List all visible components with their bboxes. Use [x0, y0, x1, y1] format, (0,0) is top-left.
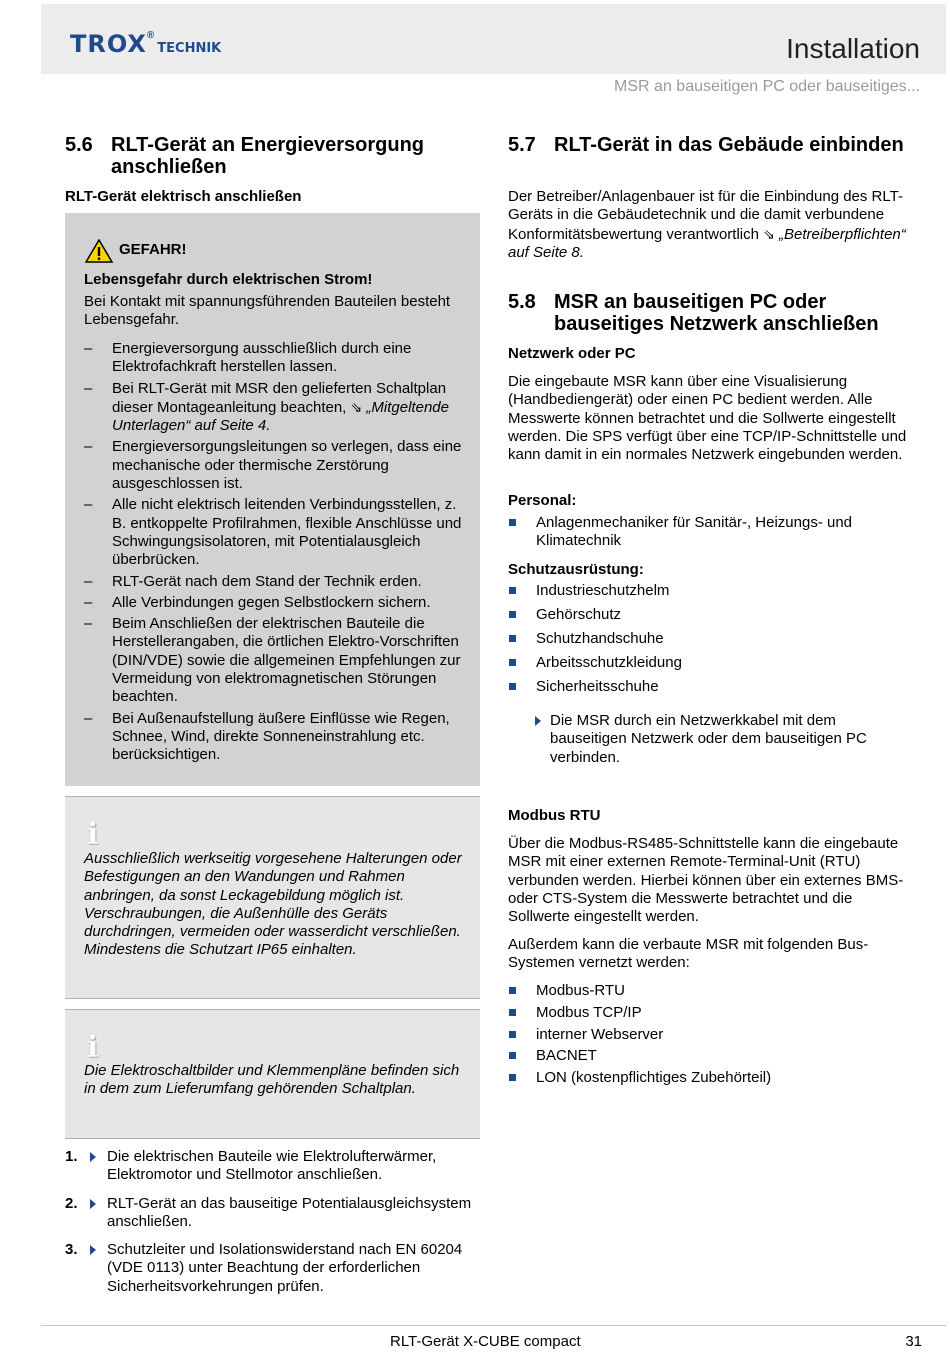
section-heading-5-6: 5.6 RLT-Gerät an Energieversorgung anschließen — [65, 134, 425, 178]
list-item: – Beim Anschließen der elektrischen Bauteile die Herstellerangaben, die örtlichen Elektro-Vorschriften (DIN/VDE) sowie die allgemeinen Empfehlungen zur Vermeidung von elektromagnetischen Störungen beachten. — [84, 615, 461, 706]
paragraph-network: Die eingebaute MSR kann über eine Visualisierung (Handbediengerät) oder einen PC bedient werden. Alle Messwerte können betrachtet und die Sollwerte eingestellt werden. Die SPS verfügt über eine TCP/IP-Schnittstelle und kann damit in ein normales Netzwerk eingebunden werden. — [508, 373, 907, 464]
step-item: 1. Die elektrischen Bauteile wie Elektrolufterwärmer, Elektromotor und Stellmotor anschließen. — [65, 1148, 437, 1184]
paragraph-bus-systems: Außerdem kann die verbaute MSR mit folgenden Bus-Systemen vernetzt werden: — [508, 936, 869, 972]
list-item: – Bei Außenaufstellung äußere Einflüsse wie Regen, Schnee, Wind, direkte Sonneneinstrahlung etc. berücksichtigen. — [84, 709, 450, 764]
danger-list — [84, 340, 469, 768]
square-bullet-icon — [509, 635, 516, 642]
paragraph-modbus: Über die Modbus-RS485-Schnittstelle kann die eingebaute MSR mit einer externen Remote-Terminal-Unit (RTU) verbunden werden. Hierbei können über ein externes BMS- oder CTS-System die Messwerte betrachtet und die Sollwerte eingestellt werden. — [508, 835, 904, 926]
protective-equipment-label: Schutzausrüstung: — [508, 561, 644, 578]
reference-link[interactable]: „Mitgeltende Unterlagen“ auf Seite 4. — [112, 398, 449, 435]
step-item: 3. Schutzleiter und Isolationswiderstand nach EN 60204 (VDE 0113) unter Beachtung der erforderlichen Sicherheitsvorkehrungen prüfen. — [65, 1241, 463, 1295]
note-text: Ausschließlich werkseitig vorgesehene Halterungen oder Befestigungen an den Wandungen und Rahmen anbringen, da sonst Leckagebildung möglich ist. Verschraubungen, die Außenhülle des Geräts durchdringen, vermeiden oder wasserdicht verschließen. Mindestens die Schutzart IP65 einhalten. — [84, 850, 462, 959]
list-item: Gehörschutz — [508, 606, 913, 624]
info-icon: i — [87, 1030, 99, 1065]
list-item: – Bei RLT-Gerät mit MSR den gelieferten Schaltplan dieser Montageanleitung beachten, ⇘ „Mitgeltende Unterlagen“ auf Seite 4. — [84, 379, 449, 435]
list-item: Modbus TCP/IP — [508, 1004, 913, 1022]
list-item: Industrieschutzhelm — [508, 582, 913, 600]
list-item: Anlagenmechaniker für Sanitär-, Heizungs- und Klimatechnik — [508, 514, 913, 551]
list-item: LON (kostenpflichtiges Zubehörteil) — [508, 1069, 913, 1087]
step-arrow-icon — [90, 1152, 96, 1162]
square-bullet-icon — [509, 659, 516, 666]
subheading-electrical: RLT-Gerät elektrisch anschließen — [65, 188, 302, 205]
step-arrow-icon — [90, 1245, 96, 1255]
page-number: 31 — [905, 1333, 922, 1350]
square-bullet-icon — [509, 1031, 516, 1038]
action-text: Die MSR durch ein Netzwerkkabel mit dem bauseitigen Netzwerk oder dem bauseitigen PC verbinden. — [550, 712, 867, 766]
list-item: – Alle nicht elektrisch leitenden Verbindungsstellen, z. B. entkoppelte Profilrahmen, flexible Anschlüsse und Schwingungsisolatoren, mit Potentialausgleich überbrücken. — [84, 496, 462, 569]
subheading-network: Netzwerk oder PC — [508, 345, 636, 362]
subheading-modbus: Modbus RTU — [508, 807, 601, 824]
personal-list — [508, 514, 913, 551]
list-item: – Energieversorgungsleitungen so verlegen, dass eine mechanische oder thermische Zerstörung ausgeschlossen ist. — [84, 438, 462, 493]
bus-systems-list — [508, 982, 913, 1087]
personal-label: Personal: — [508, 492, 577, 509]
square-bullet-icon — [509, 683, 516, 690]
danger-text: Bei Kontakt mit spannungsführenden Bauteilen besteht Lebensgefahr. — [84, 293, 451, 329]
list-item: interner Webserver — [508, 1026, 913, 1044]
warning-icon — [85, 239, 113, 263]
list-item: – RLT-Gerät nach dem Stand der Technik erden. — [84, 572, 422, 590]
list-item: – Energieversorgung ausschließlich durch eine Elektrofachkraft herstellen lassen. — [84, 340, 412, 376]
info-icon: i — [87, 817, 99, 852]
chapter-subtitle: MSR an bauseitigen PC oder bauseitiges... — [614, 78, 920, 95]
section-heading-5-7: 5.7 RLT-Gerät in das Gebäude einbinden — [508, 134, 904, 156]
square-bullet-icon — [509, 987, 516, 994]
list-item: Schutzhandschuhe — [508, 630, 913, 648]
danger-box — [65, 213, 480, 786]
square-bullet-icon — [509, 1009, 516, 1016]
list-item: BACNET — [508, 1047, 913, 1065]
step-arrow-icon — [90, 1199, 96, 1209]
footer-divider — [41, 1325, 946, 1326]
square-bullet-icon — [509, 519, 516, 526]
list-item: Sicherheitsschuhe — [508, 678, 913, 696]
reference-arrow-icon: ⇘ — [350, 398, 363, 415]
list-item: Arbeitsschutzkleidung — [508, 654, 913, 672]
danger-heading: Lebensgefahr durch elektrischen Strom! — [84, 271, 373, 288]
chapter-title: Installation — [786, 33, 920, 64]
square-bullet-icon — [509, 1052, 516, 1059]
reference-arrow-icon: ⇘ — [763, 225, 775, 242]
action-arrow-icon — [535, 716, 541, 726]
section-heading-5-8: 5.8 MSR an bauseitigen PC oder bauseitiges Netzwerk anschließen — [508, 291, 879, 335]
s57-text: Der Betreiber/Anlagenbauer ist für die Einbindung des RLT-Geräts in die Gebäudetechnik und die damit verbundene Konformitätsbewertung verantwortlich ⇘ „Betreiberpflichten“ auf Seite 8. — [508, 188, 906, 261]
step-item: 2. RLT-Gerät an das bauseitige Potentialausgleichsystem anschließen. — [65, 1194, 472, 1230]
square-bullet-icon — [509, 1074, 516, 1081]
protective-equipment-list — [508, 582, 913, 696]
info-note — [65, 796, 480, 999]
square-bullet-icon — [509, 587, 516, 594]
reference-link[interactable]: „Betreiberpflichten“ auf Seite 8. — [508, 225, 906, 261]
danger-label: GEFAHR! — [119, 241, 187, 258]
list-item: Modbus-RTU — [508, 982, 913, 1000]
list-item: – Alle Verbindungen gegen Selbstlockern sichern. — [84, 593, 431, 611]
trox-logo: TROX®TECHNIK — [70, 30, 222, 58]
step-list — [65, 1148, 485, 1306]
footer-title: RLT-Gerät X-CUBE compact — [390, 1333, 581, 1350]
square-bullet-icon — [509, 611, 516, 618]
info-note — [65, 1009, 480, 1139]
note-text: Die Elektroschaltbilder und Klemmenpläne befinden sich in dem zum Lieferumfang gehörenden Schaltplan. — [84, 1062, 460, 1098]
